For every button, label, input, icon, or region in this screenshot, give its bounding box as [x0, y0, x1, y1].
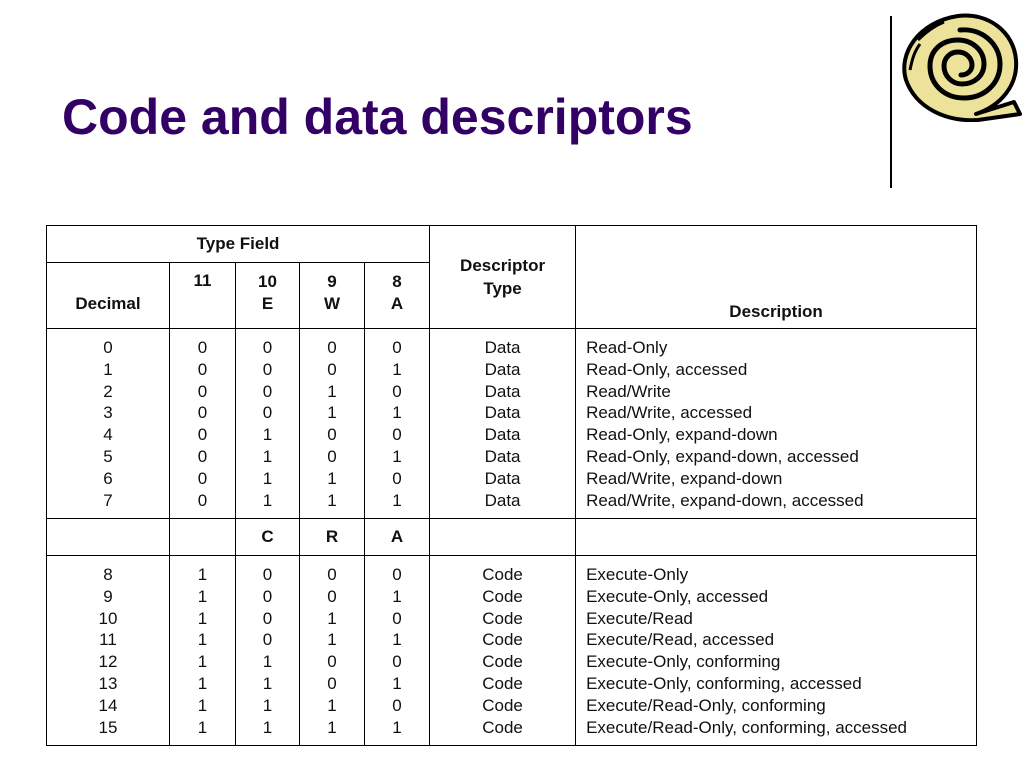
code-row-desc-cell: Execute-Only, accessed — [586, 586, 769, 606]
code-row-b8-cell: 0 — [392, 652, 402, 672]
data-row-b9-cell: 1 — [327, 381, 337, 401]
code-row-decimal-cell: 10 — [98, 608, 118, 628]
data-bit11-column — [170, 329, 236, 519]
data-row-b9-cell: 1 — [327, 490, 337, 510]
bit10-number: 10 — [258, 272, 277, 291]
data-row-type-cell: Data — [484, 359, 521, 379]
code-row-decimal-cell: 11 — [99, 630, 117, 650]
code-header-c: C — [236, 519, 300, 556]
bit8-number: 8 — [392, 272, 402, 291]
data-row-b10-cell: 0 — [262, 338, 273, 357]
data-row-b9-cell: 0 — [327, 425, 337, 445]
code-bit10-column — [236, 556, 300, 746]
code-row-b10-cell: 1 — [262, 717, 273, 737]
data-row-b8-cell: 0 — [392, 468, 402, 488]
code-row-decimal-cell: 15 — [98, 717, 118, 737]
data-row-b11-cell: 0 — [197, 381, 208, 401]
code-rows-block — [47, 556, 977, 746]
code-row-b11-cell: 1 — [197, 652, 208, 672]
data-row-b10-cell: 1 — [262, 446, 273, 466]
code-row-b9-cell: 0 — [327, 673, 337, 693]
code-row-b10-cell: 0 — [262, 586, 273, 606]
data-row-decimal-cell: 3 — [103, 403, 113, 423]
code-description-column — [576, 556, 977, 746]
slide-title: Code and data descriptors — [62, 89, 693, 145]
descriptor-table-container — [46, 225, 976, 745]
data-row-b8-cell: 1 — [392, 403, 402, 423]
descriptor-type-table — [46, 225, 977, 746]
data-rows-block — [47, 329, 977, 519]
data-row-decimal-cell: 6 — [103, 468, 113, 488]
data-row-b11-cell: 0 — [197, 490, 208, 510]
code-header-description-blank — [576, 519, 977, 556]
code-decimal-column — [47, 556, 170, 746]
data-row-desc-cell: Read-Only, expand-down — [586, 425, 778, 445]
data-row-b8-cell: 1 — [392, 359, 402, 379]
code-row-b10-cell: 0 — [262, 565, 273, 584]
code-header-type-blank — [430, 519, 576, 556]
descriptor-type-header — [430, 226, 576, 329]
code-row-b11-cell: 1 — [197, 608, 208, 628]
bit8-header — [365, 263, 430, 329]
code-row-desc-cell: Execute-Only — [586, 565, 689, 584]
code-row-decimal-cell: 14 — [98, 695, 118, 715]
data-bit8-column — [365, 329, 430, 519]
data-row-b10-cell: 0 — [262, 359, 273, 379]
code-row-b11-cell: 1 — [197, 717, 208, 737]
code-type-column — [430, 556, 576, 746]
spiral-scroll-icon — [896, 10, 1024, 122]
data-row-b8-cell: 0 — [392, 381, 402, 401]
code-row-b11-cell: 1 — [197, 673, 208, 693]
code-row-b8-cell: 0 — [392, 608, 402, 628]
descriptor-type-label: Descriptor Type — [460, 256, 546, 298]
data-row-decimal-cell: 1 — [103, 359, 113, 379]
code-row-decimal-cell: 13 — [98, 673, 118, 693]
code-row-desc-cell: Execute/Read — [586, 608, 693, 628]
code-row-b10-cell: 1 — [262, 652, 273, 672]
data-row-b11-cell: 0 — [197, 359, 208, 379]
data-row-desc-cell: Read/Write, expand-down — [586, 468, 783, 488]
data-row-b10-cell: 0 — [262, 403, 273, 423]
code-row-b10-cell: 0 — [262, 630, 273, 650]
data-row-b9-cell: 0 — [327, 338, 337, 357]
data-row-b11-cell: 0 — [197, 403, 208, 423]
data-row-b9-cell: 1 — [327, 403, 337, 423]
code-row-b9-cell: 1 — [327, 608, 337, 628]
code-row-type-cell: Code — [482, 565, 523, 584]
data-row-b8-cell: 1 — [392, 490, 402, 510]
code-row-b8-cell: 1 — [392, 673, 402, 693]
data-description-column — [576, 329, 977, 519]
code-row-b9-cell: 1 — [327, 717, 337, 737]
data-bit10-column — [236, 329, 300, 519]
data-row-decimal-cell: 4 — [103, 425, 113, 445]
data-row-type-cell: Data — [484, 425, 521, 445]
data-row-b9-cell: 0 — [327, 446, 337, 466]
code-row-b10-cell: 0 — [262, 608, 273, 628]
code-row-b11-cell: 1 — [197, 565, 208, 584]
code-row-b9-cell: 0 — [327, 586, 337, 606]
data-row-b8-cell: 1 — [392, 446, 402, 466]
data-row-desc-cell: Read/Write, accessed — [586, 403, 753, 423]
code-row-decimal-cell: 8 — [103, 565, 113, 584]
code-row-desc-cell: Execute/Read-Only, conforming, accessed — [586, 717, 908, 737]
bit9-letter: W — [323, 294, 341, 313]
decimal-header: Decimal — [47, 263, 170, 329]
code-row-decimal-cell: 9 — [103, 586, 113, 606]
data-row-type-cell: Data — [484, 446, 521, 466]
code-row-decimal-cell: 12 — [98, 652, 118, 672]
data-row-desc-cell: Read-Only, expand-down, accessed — [586, 446, 859, 466]
data-row-b10-cell: 0 — [262, 381, 273, 401]
code-row-type-cell: Code — [482, 717, 523, 737]
code-header-a: A — [365, 519, 430, 556]
code-header-r: R — [300, 519, 365, 556]
code-row-b11-cell: 1 — [197, 695, 208, 715]
data-row-b11-cell: 0 — [197, 425, 208, 445]
data-row-b10-cell: 1 — [262, 490, 273, 510]
bit8-letter: A — [390, 294, 404, 313]
data-row-b9-cell: 1 — [327, 468, 337, 488]
data-row-b9-cell: 0 — [327, 359, 337, 379]
data-row-b8-cell: 0 — [392, 425, 402, 445]
data-row-decimal-cell: 5 — [103, 446, 113, 466]
data-row-b11-cell: 0 — [197, 338, 208, 357]
code-row-type-cell: Code — [482, 630, 523, 650]
code-row-b10-cell: 1 — [262, 695, 273, 715]
code-row-b11-cell: 1 — [197, 586, 208, 606]
data-row-b10-cell: 1 — [262, 425, 273, 445]
data-row-type-cell: Data — [484, 468, 521, 488]
data-row-decimal-cell: 2 — [103, 381, 113, 401]
code-row-type-cell: Code — [482, 586, 523, 606]
code-row-desc-cell: Execute-Only, conforming, accessed — [586, 673, 862, 693]
code-row-b8-cell: 0 — [392, 565, 402, 584]
code-row-b9-cell: 1 — [327, 630, 337, 650]
description-header: Description — [576, 226, 977, 329]
code-row-b11-cell: 1 — [197, 630, 208, 650]
data-row-b10-cell: 1 — [262, 468, 273, 488]
code-header-decimal-blank — [47, 519, 170, 556]
bit10-letter: E — [261, 294, 274, 313]
data-row-desc-cell: Read/Write — [586, 381, 671, 401]
code-row-type-cell: Code — [482, 673, 523, 693]
code-row-b10-cell: 1 — [262, 673, 273, 693]
type-field-header: Type Field — [47, 226, 430, 263]
bit10-header — [236, 263, 300, 329]
data-row-decimal-cell: 0 — [103, 338, 113, 357]
code-bit8-column — [365, 556, 430, 746]
data-row-desc-cell: Read-Only, accessed — [586, 359, 748, 379]
bit9-header — [300, 263, 365, 329]
code-bit11-column — [170, 556, 236, 746]
code-header-bit11-blank — [170, 519, 236, 556]
data-row-desc-cell: Read-Only — [586, 338, 668, 357]
code-bit9-column — [300, 556, 365, 746]
code-row-type-cell: Code — [482, 695, 523, 715]
data-row-type-cell: Data — [484, 403, 521, 423]
data-row-b11-cell: 0 — [197, 446, 208, 466]
data-row-b8-cell: 0 — [392, 338, 402, 357]
code-row-b9-cell: 0 — [327, 565, 337, 584]
data-row-type-cell: Data — [484, 490, 521, 510]
code-row-desc-cell: Execute/Read-Only, conforming — [586, 695, 826, 715]
data-decimal-column — [47, 329, 170, 519]
data-type-column — [430, 329, 576, 519]
code-row-b8-cell: 1 — [392, 717, 402, 737]
data-row-b11-cell: 0 — [197, 468, 208, 488]
data-row-type-cell: Data — [484, 381, 521, 401]
bit11-header: 11 — [170, 263, 236, 329]
code-row-b8-cell: 0 — [392, 695, 402, 715]
bit9-number: 9 — [327, 272, 337, 291]
code-row-b9-cell: 1 — [327, 695, 337, 715]
data-row-desc-cell: Read/Write, expand-down, accessed — [586, 490, 864, 510]
code-row-desc-cell: Execute/Read, accessed — [586, 630, 775, 650]
title-divider — [890, 16, 892, 188]
code-row-b9-cell: 0 — [327, 652, 337, 672]
code-row-type-cell: Code — [482, 652, 523, 672]
code-row-desc-cell: Execute-Only, conforming — [586, 652, 781, 672]
code-row-type-cell: Code — [482, 608, 523, 628]
data-row-type-cell: Data — [484, 338, 521, 357]
code-row-b8-cell: 1 — [392, 630, 402, 650]
data-row-decimal-cell: 7 — [103, 490, 113, 510]
data-bit9-column — [300, 329, 365, 519]
code-row-b8-cell: 1 — [392, 586, 402, 606]
